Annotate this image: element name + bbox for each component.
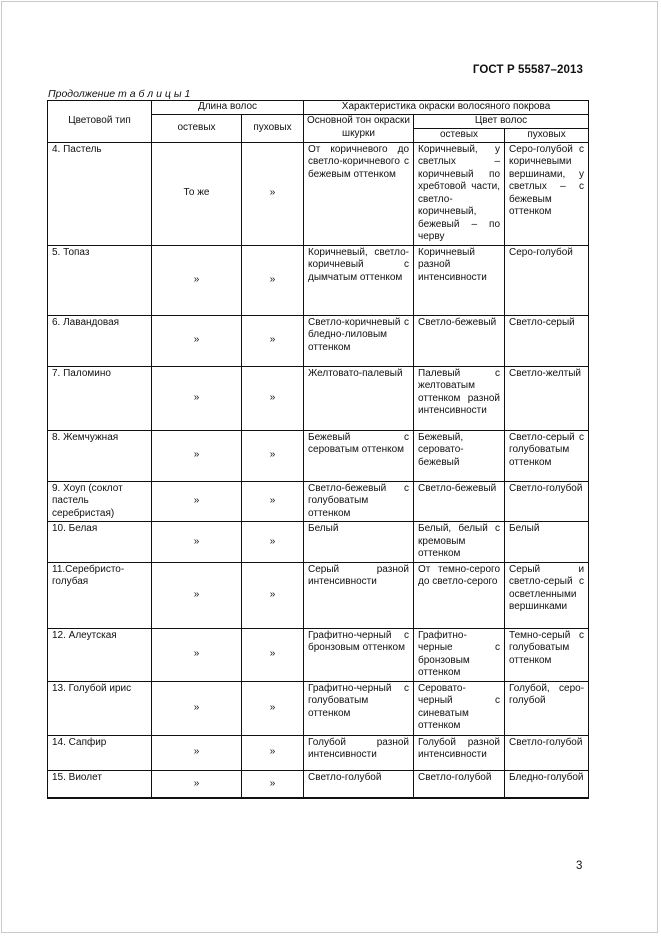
cell-down-length: » [242,366,304,430]
page-number: 3 [576,860,583,872]
cell-awn-length: » [152,735,242,770]
cell-base-tone: Графитно-черный с голубоватым оттенком [304,681,414,735]
cell-awn-color: Светло-бежевый [414,481,505,522]
cell-down-color: Бледно-голубой [505,770,589,798]
cell-awn-color: От темно-серого до светло-серого [414,562,505,628]
cell-base-tone: Светло-коричневый с бледно-лиловым оттенком [304,315,414,366]
cell-base-tone: Серый разной интенсивности [304,562,414,628]
cell-awn-length: » [152,430,242,481]
cell-awn-length: » [152,481,242,522]
cell-awn-color: Серовато-черный с синеватым оттенком [414,681,505,735]
cell-awn-color: Светло-бежевый [414,315,505,366]
header-awn-color: остевых [414,128,505,142]
cell-color-type: 6. Лавандовая [48,315,152,366]
cell-base-tone: Светло-голубой [304,770,414,798]
table-row [48,522,589,563]
cell-awn-length: » [152,628,242,681]
cell-color-type: 9. Хоуп (соклот пастель серебристая) [48,481,152,522]
table-row [48,315,589,366]
cell-awn-color: Коричневый разной интенсивности [414,245,505,315]
table-row [48,770,589,798]
table-row [48,430,589,481]
cell-down-length: » [242,430,304,481]
cell-down-length: » [242,142,304,245]
cell-color-type: 7. Паломино [48,366,152,430]
header-fur-color-characteristic: Характеристика окраски волосяного покрова [304,101,589,115]
cell-down-color: Белый [505,522,589,563]
header-color-type: Цветовой тип [48,101,152,143]
cell-base-tone: От коричневого до светло-коричневого с бежевым оттенком [304,142,414,245]
cell-color-type: 11.Серебристо-голубая [48,562,152,628]
table-caption: Продолжение т а б л и ц ы 1 [48,88,191,100]
cell-down-length: » [242,735,304,770]
cell-base-tone: Графитно-черный с бронзовым оттенком [304,628,414,681]
cell-down-length: » [242,562,304,628]
cell-down-color: Светло-серый с голубоватым оттенком [505,430,589,481]
cell-down-color: Светло-серый [505,315,589,366]
cell-down-length: » [242,245,304,315]
table-row [48,142,589,245]
header-awn: остевых [152,115,242,143]
cell-color-type: 4. Пастель [48,142,152,245]
cell-down-color: Светло-голубой [505,735,589,770]
cell-awn-color: Бежевый, серовато-бежевый [414,430,505,481]
cell-awn-color: Светло-голубой [414,770,505,798]
cell-down-color: Светло-желтый [505,366,589,430]
cell-base-tone: Белый [304,522,414,563]
cell-down-color: Голубой, серо-голубой [505,681,589,735]
cell-down-color: Серо-голубой с коричневыми вершинами, у светлых – с бежевым оттенком [505,142,589,245]
cell-down-length: » [242,628,304,681]
cell-down-length: » [242,522,304,563]
cell-awn-color: Белый, белый с кремовым оттенком [414,522,505,563]
cell-down-length: » [242,481,304,522]
cell-awn-length: » [152,522,242,563]
cell-awn-length: То же [152,142,242,245]
color-types-table [47,100,589,799]
header-hair-color: Цвет волос [414,115,589,129]
cell-down-color: Серый и светло-серый с осветленными вершинками [505,562,589,628]
cell-down-color: Темно-серый с голубоватым оттенком [505,628,589,681]
cell-down-length: » [242,681,304,735]
cell-color-type: 8. Жемчужная [48,430,152,481]
cell-down-color: Серо-голубой [505,245,589,315]
cell-base-tone: Бежевый с сероватым оттенком [304,430,414,481]
header-hair-length: Длина волос [152,101,304,115]
cell-awn-length: » [152,315,242,366]
cell-awn-color: Палевый с желтоватым оттенком разной интенсивности [414,366,505,430]
cell-base-tone: Голубой разной интенсивности [304,735,414,770]
cell-awn-color: Графитно-черные с бронзовым оттенком [414,628,505,681]
table-row [48,735,589,770]
standard-number: ГОСТ Р 55587–2013 [472,64,583,76]
cell-awn-length: » [152,366,242,430]
cell-base-tone: Светло-бежевый с голубоватым оттенком [304,481,414,522]
cell-base-tone: Желтовато-палевый [304,366,414,430]
table-row [48,366,589,430]
cell-awn-color: Голубой разной интенсивности [414,735,505,770]
table-row [48,245,589,315]
header-down: пуховых [242,115,304,143]
header-down-color: пуховых [505,128,589,142]
table-row [48,562,589,628]
cell-awn-length: » [152,562,242,628]
cell-color-type: 12. Алеутская [48,628,152,681]
cell-color-type: 15. Виолет [48,770,152,798]
cell-down-length: » [242,770,304,798]
cell-color-type: 5. Топаз [48,245,152,315]
header-base-tone: Основной тон окраски шкурки [304,115,414,143]
cell-down-color: Светло-голубой [505,481,589,522]
cell-color-type: 13. Голубой ирис [48,681,152,735]
table-row [48,481,589,522]
table-row [48,681,589,735]
cell-awn-length: » [152,770,242,798]
cell-color-type: 10. Белая [48,522,152,563]
table-row [48,628,589,681]
cell-down-length: » [242,315,304,366]
cell-awn-color: Коричневый, у светлых – коричневый по хребтовой части, светло-коричневый, бежевый – по черву [414,142,505,245]
cell-awn-length: » [152,245,242,315]
cell-color-type: 14. Сапфир [48,735,152,770]
cell-awn-length: » [152,681,242,735]
cell-base-tone: Коричневый, светло-коричневый с дымчатым оттенком [304,245,414,315]
